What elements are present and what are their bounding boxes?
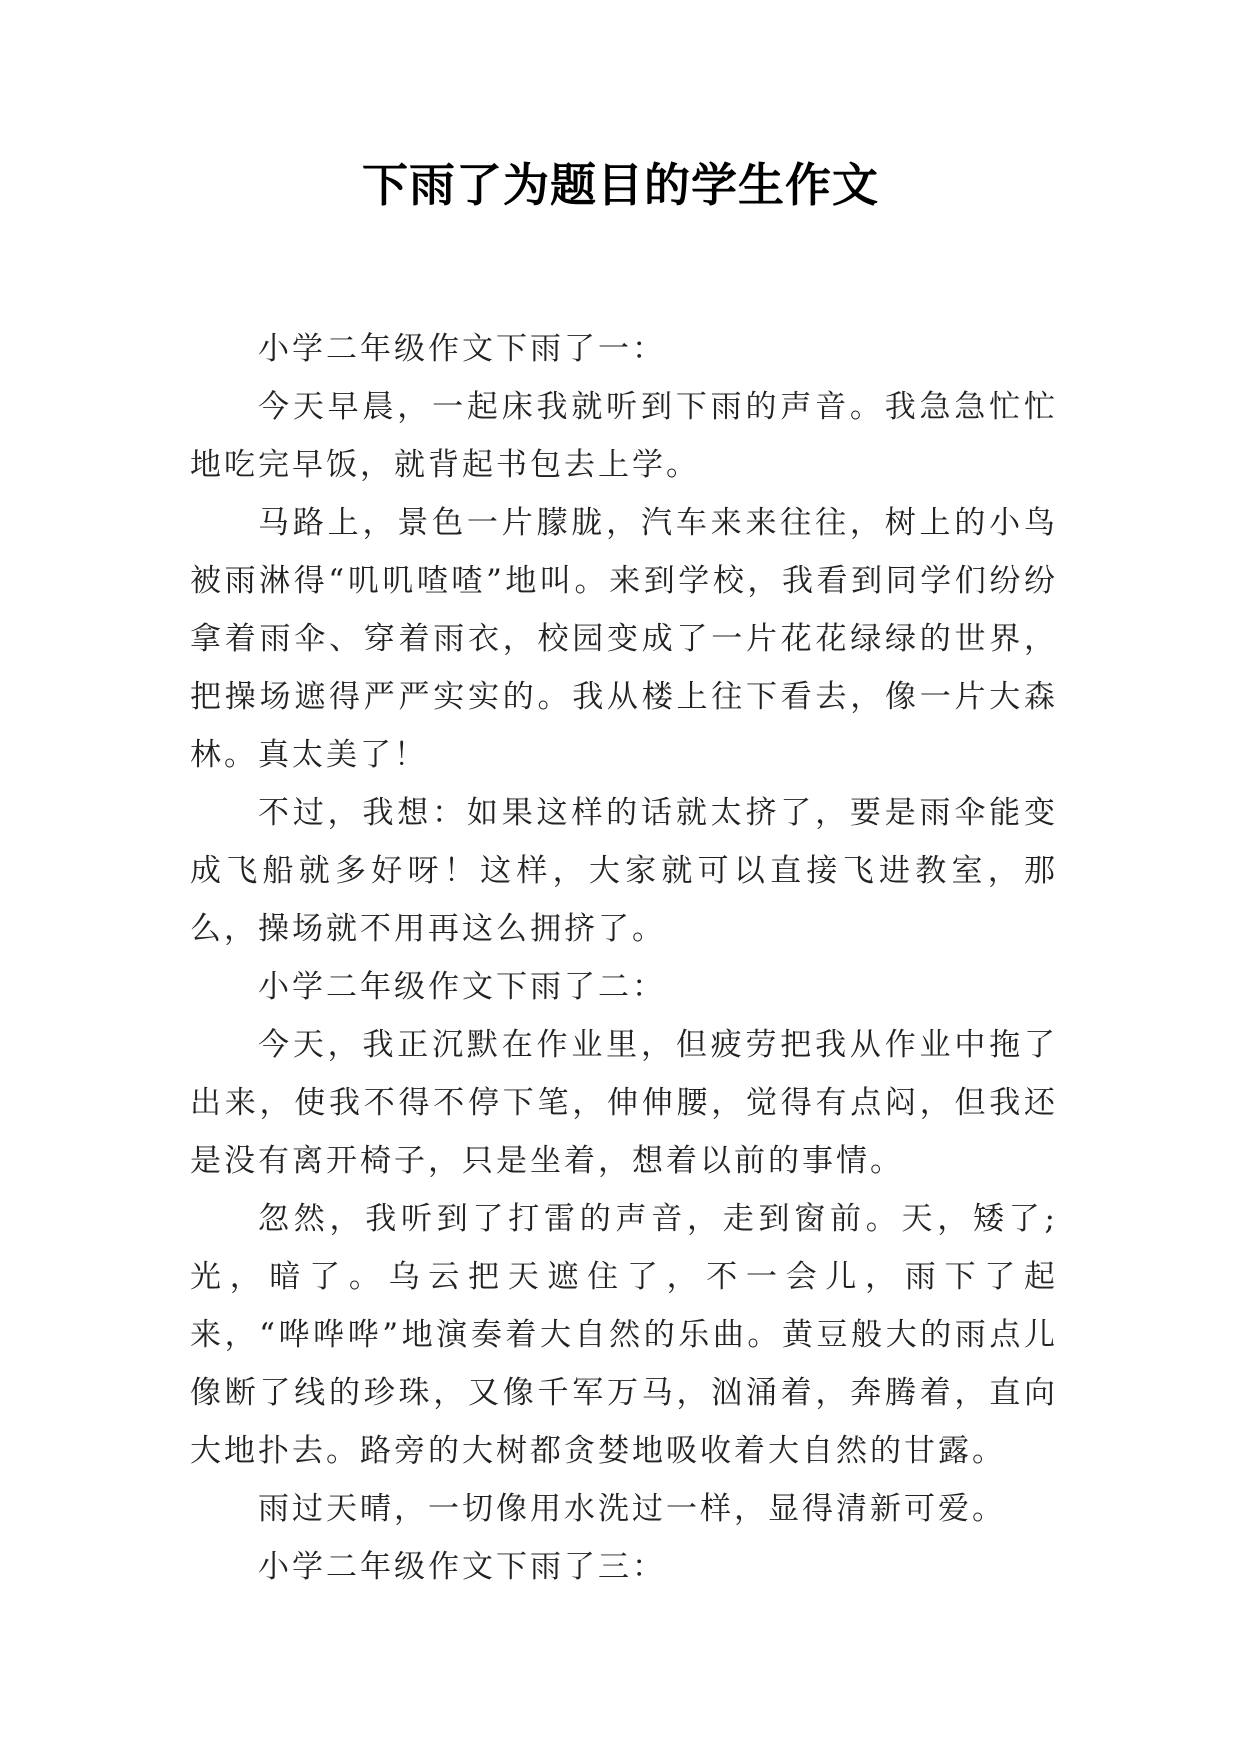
paragraph-heading-1: 小学二年级作文下雨了一： [258, 331, 666, 367]
paragraph: 忽然，我听到了打雷的声音，走到窗前。天，矮了;光，暗了。乌云把天遮住了，不一会儿，雨下了起来，“哗哗哗”地演奏着大自然的乐曲。黄豆般大的雨点儿像断了线的珍珠，又像千军万马，汹涌着，奔腾着，直向大地扑去。路旁的大树都贪婪地吸收着大自然的甘露。 [190, 1201, 1058, 1469]
essay-body [190, 320, 1058, 1596]
paragraph: 马路上，景色一片朦胧，汽车来来往往，树上的小鸟被雨淋得“叽叽喳喳”地叫。来到学校，我看到同学们纷纷拿着雨伞、穿着雨衣，校园变成了一片花花绿绿的世界，把操场遮得严严实实的。我从楼上往下看去，像一片大森林。真太美了！ [190, 505, 1058, 773]
page-title: 下雨了为题目的学生作文 [362, 158, 879, 212]
paragraph: 今天，我正沉默在作业里，但疲劳把我从作业中拖了出来，使我不得不停下笔，伸伸腰，觉得有点闷，但我还是没有离开椅子，只是坐着，想着以前的事情。 [190, 1027, 1058, 1179]
paragraph: 今天早晨，一起床我就听到下雨的声音。我急急忙忙地吃完早饭，就背起书包去上学。 [190, 389, 1058, 483]
paragraph: 不过，我想：如果这样的话就太挤了，要是雨伞能变成飞船就多好呀！这样，大家就可以直接飞进教室，那么，操场就不用再这么拥挤了。 [190, 795, 1058, 947]
paragraph-heading-3: 小学二年级作文下雨了三： [258, 1549, 666, 1585]
paragraph-heading-2: 小学二年级作文下雨了二： [258, 969, 666, 1005]
paragraph: 雨过天晴，一切像用水洗过一样，显得清新可爱。 [258, 1491, 1006, 1527]
